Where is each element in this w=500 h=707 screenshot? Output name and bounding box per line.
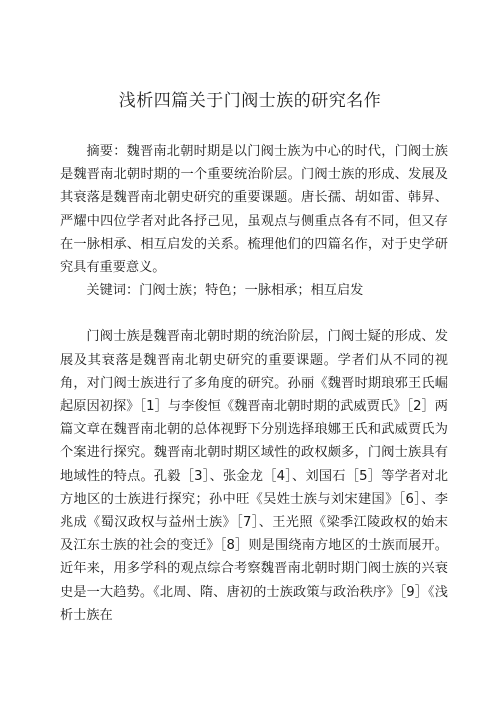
abstract-paragraph: 摘要：魏晋南北朝时期是以门阀士族为中心的时代，门阀士族是魏晋南北朝时期的一个重要统治阶层。门阀士族的形成、发展及其衰落是魏晋南北朝史研究的重要课题。唐长孺、胡如雷、韩昇、严耀中四位学者对此各抒己见，虽观点与侧重点各有不同，但又存在一脉相承、相互启发的关系。梳理他们的四篇名作，对于史学研究具有重要意义。 [60, 144, 448, 276]
body-paragraph: 门阀士族是魏晋南北朝时期的统治阶层，门阀士疑的形成、发展及其衰落是魏晋南北朝史研究的重要课题。学者们从不同的视角，对门阀士族进行了多角度的研究。孙丽《魏晋时期琅邪王氏崛起原因初探》［1］与李俊恒《魏晋南北朝时期的武威贾氏》［2］两篇文章在魏晋南北朝的总体视野下分别选择琅娜王氏和武威贾氏为个案进行探究。魏晋南北朝时期区域性的政权颇多，门阀士族具有地域性的特点。孔毅［3］、张金龙［4］、刘国石［5］等学者对北方地区的士族进行探究；孙中旺《吴姓士族与刘宋建国》［6］、李兆成《蜀汉政权与益州士族》［7］、王光照《梁季江陵政权的始末及江东士族的社会的变迁》［8］则是围绕南方地区的士族而展开。近年来，用多学科的观点综合考察魏晋南北朝时期门阀士族的兴衰史是一大趋势。《北周、隋、唐初的士族政策与政治秩序》［9］《浅析士族在 [60, 329, 448, 623]
paragraph-spacer [60, 302, 448, 325]
keywords-paragraph: 关键词：门阀士族；特色；一脉相承；相互启发 [86, 283, 364, 299]
document-body [60, 140, 448, 627]
document-title: 浅析四篇关于门阀士族的研究名作 [118, 91, 382, 111]
